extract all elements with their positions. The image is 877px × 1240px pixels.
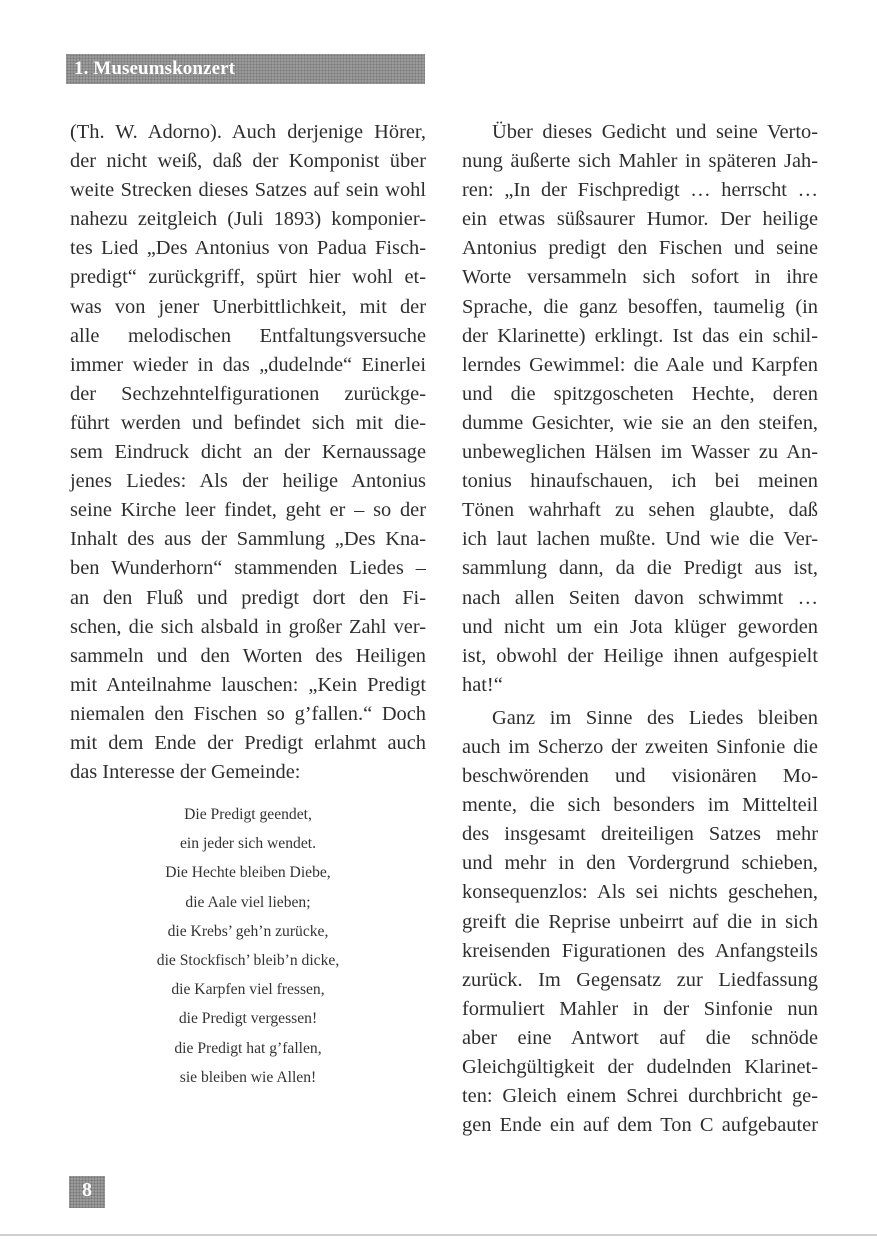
- text-line: führt werden und befindet sich mit die-: [70, 411, 426, 434]
- text-line: greift die Reprise unbeirrt auf die in sich: [462, 910, 818, 933]
- text-line: Sprache, die ganz besoffen, taumelig (in: [462, 295, 818, 318]
- text-line: mit Anteilnahme lauschen: „Kein Predigt: [70, 673, 426, 696]
- text-line: zurück. Im Gegensatz zur Liedfassung: [462, 968, 818, 991]
- text-line: konsequenzlos: Als sei nichts geschehen,: [462, 881, 818, 904]
- text-line: ist, obwohl der Heilige ihnen aufgespielt: [462, 644, 818, 667]
- text-line: der nicht weiß, daß der Komponist über: [70, 150, 426, 173]
- section-title: 1. Museumskonzert: [74, 58, 236, 79]
- text-line: ben Wunderhorn“ stammenden Liedes –: [70, 557, 426, 580]
- text-line: alle melodischen Entfaltungsversuche: [70, 324, 426, 347]
- text-line: der Sechzehntelfigurationen zurückge-: [70, 382, 426, 405]
- text-line: (Th. W. Adorno). Auch derjenige Hörer,: [70, 121, 426, 143]
- page-number-box: [69, 1176, 105, 1208]
- text-line: ren: „In der Fischpredigt … herrscht …: [462, 179, 818, 202]
- text-line: Antonius predigt den Fischen und seine: [462, 237, 818, 260]
- text-line: hat!“: [462, 673, 503, 696]
- text-line: sammlung dann, da die Predigt aus ist,: [462, 557, 818, 580]
- paragraph-scherzo: [462, 704, 818, 1140]
- poem-line: die Aale viel lieben;: [185, 893, 311, 911]
- text-line: formuliert Mahler in der Sinfonie nun: [462, 997, 818, 1020]
- text-line: beschwörenden und visionären Mo-: [462, 765, 818, 788]
- text-line: und nicht um ein Jota klüger geworden: [462, 615, 818, 638]
- text-line: mente, die sich besonders im Mittelteil: [462, 794, 818, 817]
- text-line: Tönen wahrhaft zu sehen glaubte, daß: [462, 499, 818, 522]
- text-line: niemalen den Fischen so g’fallen.“ Doch: [70, 702, 426, 725]
- text-line: tonius hinaufschauen, ich bei meinen: [462, 470, 818, 493]
- text-line: ten: Gleich einem Schrei durchbricht ge-: [462, 1085, 818, 1108]
- text-line: dumme Gesichter, wie sie an den steifen,: [462, 411, 818, 434]
- text-line: lerndes Gewimmel: die Aale und Karpfen: [462, 353, 818, 376]
- text-line: nach allen Seiten davon schwimmt …: [462, 586, 818, 609]
- text-line: Über dieses Gedicht und seine Verto-: [492, 121, 818, 143]
- poem-line: sie bleiben wie Allen!: [179, 1068, 317, 1086]
- poem-line: die Predigt vergessen!: [178, 1010, 318, 1028]
- poem-line: die Krebs’ geh’n zurücke,: [167, 922, 329, 940]
- text-line: und mehr in den Vordergrund schieben,: [462, 852, 818, 875]
- text-line: predigt“ zurückgriff, spürt hier wohl et-: [70, 266, 426, 289]
- text-line: kreisenden Figurationen des Anfangsteils: [462, 939, 818, 962]
- text-line: unbeweglichen Hälsen im Wasser zu An-: [462, 441, 818, 464]
- text-line: Worte versammeln sich sofort in ihre: [462, 266, 818, 289]
- text-line: ich laut lachen mußte. Und wie die Ver-: [462, 528, 818, 551]
- poem-line: die Stockfisch’ bleib’n dicke,: [156, 952, 340, 970]
- text-line: sammeln und den Worten des Heiligen: [70, 644, 426, 667]
- poem-line: ein jeder sich wendet.: [180, 835, 316, 853]
- right-text-column: [462, 118, 818, 1140]
- text-line: ein etwas süßsaurer Humor. Der heilige: [462, 208, 818, 231]
- text-line: nahezu zeitgleich (Juli 1893) komponier-: [70, 208, 426, 231]
- text-line: Gleichgültigkeit der dudelnden Klarinet-: [462, 1056, 818, 1078]
- page-number: 8: [82, 1179, 92, 1201]
- poem-line: Die Predigt geendet,: [184, 806, 312, 823]
- text-line: sem Eindruck dicht an der Kernaussage: [70, 441, 426, 464]
- text-line: gen Ende ein auf dem Ton C aufgebauter: [462, 1114, 818, 1137]
- poem-block: [70, 800, 426, 1092]
- text-line: der Klarinette) erklingt. Ist das ein schil-: [462, 324, 818, 347]
- section-header-band: [66, 54, 425, 84]
- text-line: jenes Liedes: Als der heilige Antonius: [70, 470, 426, 493]
- text-line: tes Lied „Des Antonius von Padua Fisch-: [70, 237, 426, 260]
- text-line: auch im Scherzo der zweiten Sinfonie die: [462, 735, 818, 758]
- text-line: aber eine Antwort auf die schnöde: [462, 1026, 818, 1049]
- poem-line: Die Hechte bleiben Diebe,: [165, 864, 331, 882]
- text-line: das Interesse der Gemeinde:: [70, 761, 301, 784]
- left-text-column: [70, 118, 426, 787]
- text-line: was von jener Unerbittlichkeit, mit der: [70, 295, 426, 318]
- bottom-rule: [0, 1234, 877, 1236]
- poem-line: die Predigt hat g’fallen,: [174, 1039, 322, 1057]
- text-line: schen, die sich alsbald in großer Zahl ver-: [70, 615, 426, 638]
- text-line: mit dem Ende der Predigt erlahmt auch: [70, 731, 426, 754]
- text-line: immer wieder in das „dudelnde“ Einerlei: [70, 353, 426, 376]
- text-line: Ganz im Sinne des Liedes bleiben: [492, 706, 818, 729]
- text-line: an den Fluß und predigt dort den Fi-: [70, 586, 426, 609]
- text-line: Inhalt des aus der Sammlung „Des Kna-: [70, 528, 426, 551]
- text-line: nung äußerte sich Mahler in späteren Jah-: [462, 150, 818, 173]
- paragraph-mahler-quote: [462, 118, 818, 700]
- poem-line: die Karpfen viel fressen,: [171, 981, 325, 999]
- text-line: und die spitzgoscheten Hechte, deren: [462, 382, 818, 405]
- text-line: seine Kirche leer findet, geht er – so der: [70, 499, 426, 522]
- text-line: weite Strecken dieses Satzes auf sein wohl: [70, 179, 426, 202]
- text-line: des insgesamt dreiteiligen Satzes mehr: [462, 823, 818, 846]
